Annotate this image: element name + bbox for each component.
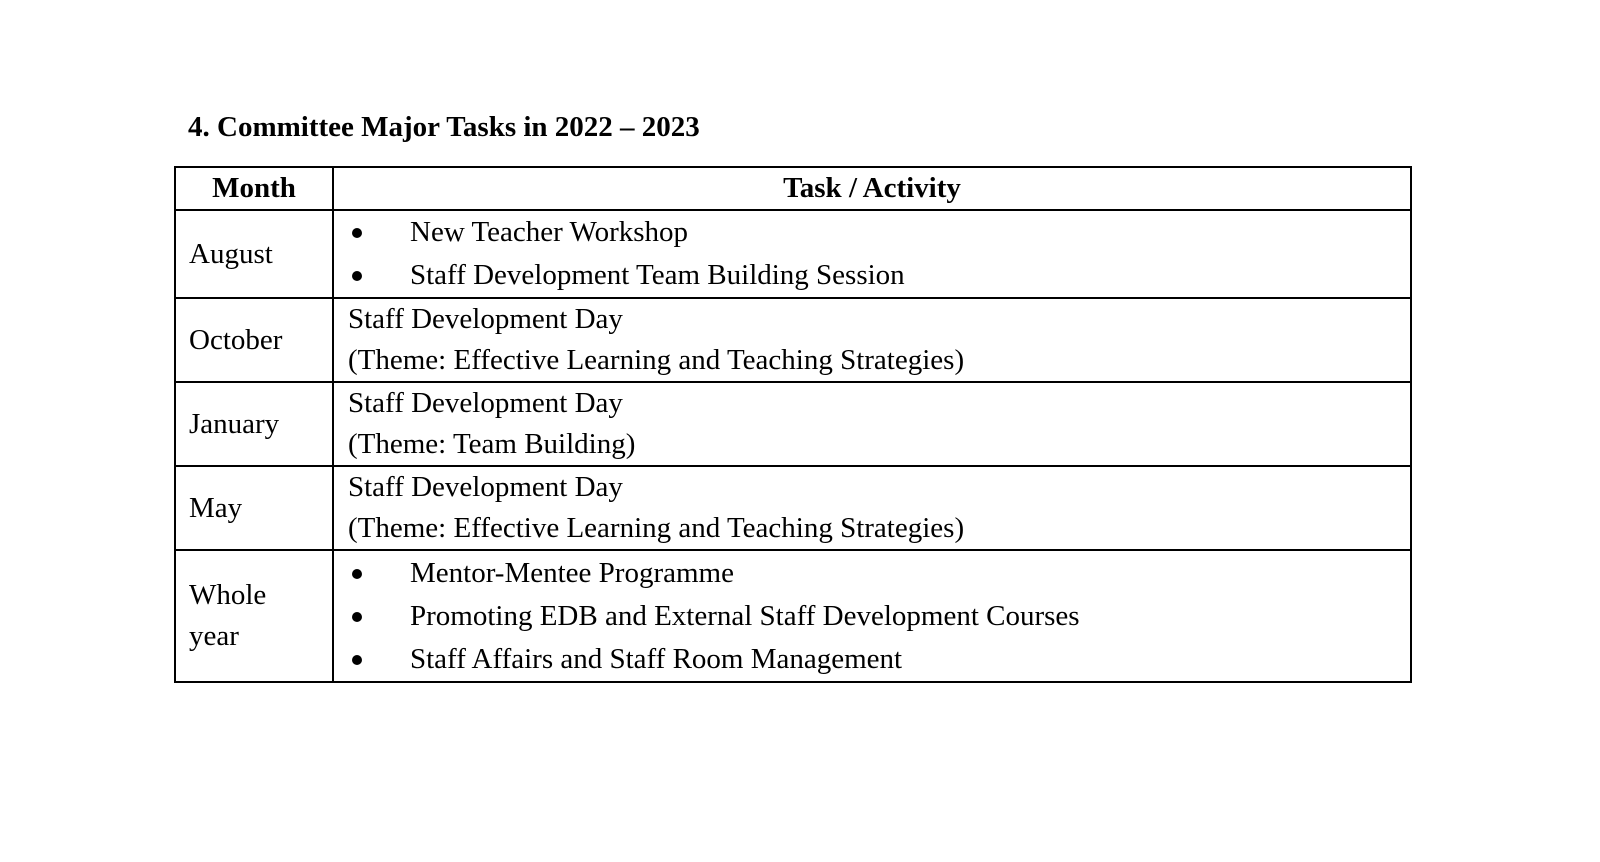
month-text: Whole (189, 579, 267, 611)
task-cell (333, 382, 1411, 466)
task-theme-text: (Theme: Effective Learning and Teaching Strategies) (348, 512, 965, 544)
task-text: Staff Affairs and Staff Room Management (410, 642, 903, 675)
month-cell: May (175, 466, 333, 550)
table-row (175, 298, 1411, 382)
task-text: New Teacher Workshop (410, 216, 689, 248)
task-text: Staff Development Day (348, 303, 623, 335)
task-theme-text: (Theme: Effective Learning and Teaching Strategies) (348, 344, 965, 376)
month-cell: August (175, 210, 333, 298)
bullet-icon (352, 655, 362, 665)
task-cell (333, 466, 1411, 550)
task-bullet-item (348, 552, 1410, 595)
task-text: Promoting EDB and External Staff Development Courses (410, 599, 1080, 632)
task-theme-text: (Theme: Team Building) (348, 428, 636, 460)
bullet-icon (352, 271, 362, 281)
task-bullet-item (348, 595, 1410, 638)
document-title: 4. Committee Major Tasks in 2022 – 2023 (188, 111, 700, 143)
task-bullet-item (348, 211, 1410, 254)
task-bullet-item (348, 638, 1410, 681)
table-row (175, 210, 1411, 298)
task-text: Staff Development Day (348, 387, 623, 419)
task-column-header: Task / Activity (333, 167, 1411, 210)
task-bullet-item (348, 254, 1410, 297)
task-cell (333, 298, 1411, 382)
month-text: year (189, 620, 239, 652)
bullet-icon (352, 569, 362, 579)
month-cell: January (175, 382, 333, 466)
table-header-row (175, 167, 1411, 210)
task-text: Staff Development Day (348, 471, 623, 503)
table-row (175, 466, 1411, 550)
task-cell (333, 210, 1411, 298)
task-text: Staff Development Team Building Session (410, 259, 905, 291)
month-cell: October (175, 298, 333, 382)
month-column-header: Month (175, 167, 333, 210)
table-row (175, 550, 1411, 682)
bullet-icon (352, 228, 362, 238)
bullet-icon (352, 612, 362, 622)
tasks-table (174, 166, 1412, 683)
task-text: Mentor-Mentee Programme (410, 556, 734, 589)
task-bullet-list (348, 211, 1410, 297)
month-cell (175, 550, 333, 682)
table-row (175, 382, 1411, 466)
task-cell (333, 550, 1411, 682)
task-bullet-list (348, 552, 1410, 681)
